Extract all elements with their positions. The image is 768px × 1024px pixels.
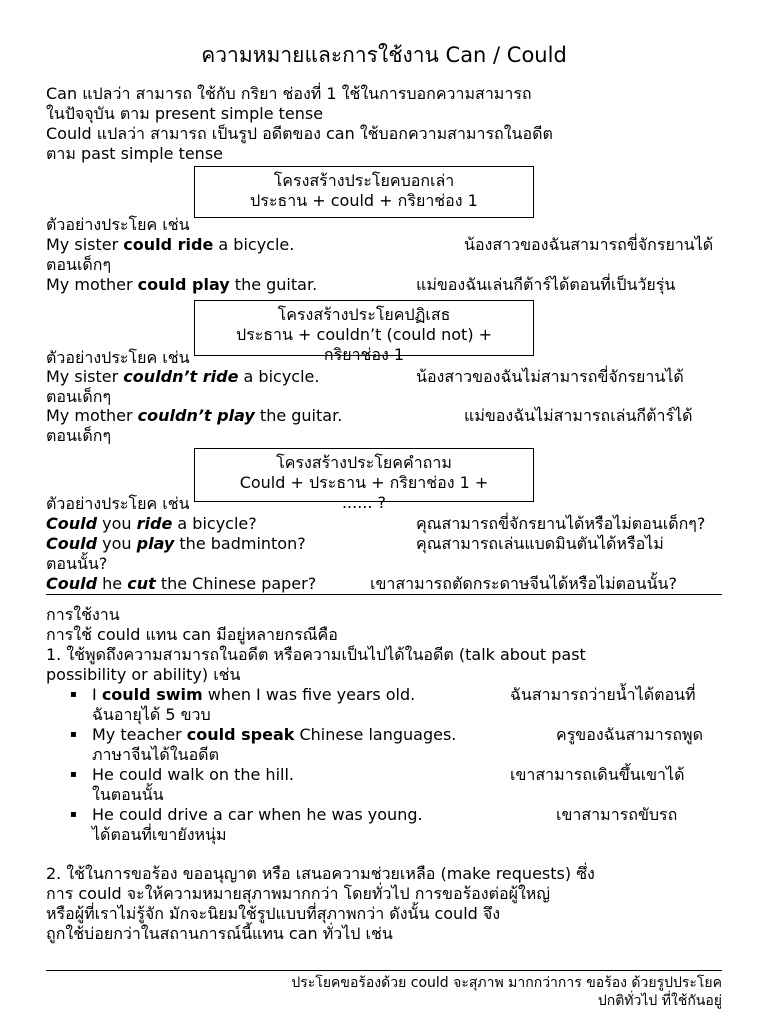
bullet-translation: เขาสามารถขับรถ	[556, 805, 678, 824]
bullet-icon: ▪	[70, 769, 77, 780]
box-formula: ประธาน + could + กริยาช่อง 1	[250, 191, 478, 210]
bullet-icon: ▪	[70, 729, 77, 740]
bullet-icon: ▪	[70, 809, 77, 820]
bullet-translation: ครูของฉันสามารถพูด	[556, 725, 703, 744]
example-translation: เขาสามารถตัดกระดาษจีนได้หรือไม่ตอนนั้น?	[370, 574, 677, 593]
example-sentence: My sister couldn’t ride a bicycle.	[46, 367, 320, 386]
footer-divider	[46, 970, 722, 971]
box-heading: โครงสร้างประโยคปฏิเสธ	[277, 305, 451, 324]
page-title: ความหมายและการใช้งาน Can / Could	[201, 43, 567, 67]
bullet-translation: เขาสามารถเดินขึ้นเขาได้	[510, 765, 685, 784]
usage-point-1: 1. ใช้พูดถึงความสามารถในอดีต หรือความเป็นไปได้ในอดีต (talk about past	[46, 645, 586, 664]
box-heading: โครงสร้างประโยคคำถาม	[276, 453, 452, 472]
example-translation-cont: ตอนเด็กๆ	[46, 387, 112, 406]
example-question: Could he cut the Chinese paper?	[46, 574, 317, 593]
footer-note: ประโยคขอร้องด้วย could จะสุภาพ มากกว่าการ ขอร้อง ด้วยรูปประโยค	[291, 975, 722, 991]
footer-note-cont: ปกติทั่วไป ที่ใช้กันอยู่	[597, 993, 722, 1009]
example-question: Could you play the badminton?	[46, 534, 306, 553]
bullet-sentence: He could walk on the hill.	[92, 765, 294, 784]
example-translation: คุณสามารถเล่นแบดมินตันได้หรือไม่	[416, 534, 664, 553]
bullet-sentence: My teacher could speak Chinese languages.	[92, 725, 457, 744]
example-translation-cont: ตอนเด็กๆ	[46, 255, 112, 274]
usage-point-2: 2. ใช้ในการขอร้อง ขออนุญาต หรือ เสนอความช่วยเหลือ (make requests) ซึ่ง	[46, 864, 595, 883]
example-translation: แม่ของฉันไม่สามารถเล่นกีต้าร์ได้	[464, 406, 693, 425]
bullet-translation-cont: ได้ตอนที่เขายังหนุ่ม	[92, 825, 227, 844]
bullet-translation-cont: ฉันอายุได้ 5 ขวบ	[92, 705, 211, 724]
example-sentence: My sister could ride a bicycle.	[46, 235, 295, 254]
bullet-translation-cont: ภาษาจีนได้ในอดีต	[92, 745, 219, 764]
example-translation-cont: ตอนเด็กๆ	[46, 426, 112, 445]
bullet-translation: ฉันสามารถว่ายน้ำได้ตอนที่	[510, 685, 696, 704]
intro-could-line2: ตาม past simple tense	[46, 144, 223, 163]
usage-point-2-cont: หรือผู้ที่เราไม่รู้จัก มักจะนิยมใช้รูปแบบที่สุภาพกว่า ดังนั้น could จึง	[46, 904, 501, 923]
usage-point-2-cont: การ could จะให้ความหมายสุภาพมากกว่า โดยทั่วไป การขอร้องต่อผู้ใหญ่	[46, 884, 550, 903]
example-translation: คุณสามารถขี่จักรยานได้หรือไม่ตอนเด็กๆ?	[416, 514, 706, 533]
intro-can-line1: Can แปลว่า สามารถ ใช้กับ กริยา ช่องที่ 1 ใช้ในการบอกความสามารถ	[46, 84, 532, 103]
example-header: ตัวอย่างประโยค เช่น	[46, 494, 190, 513]
example-header: ตัวอย่างประโยค เช่น	[46, 215, 190, 234]
example-header: ตัวอย่างประโยค เช่น	[46, 348, 190, 367]
example-sentence: My mother could play the guitar.	[46, 275, 318, 294]
section-divider	[46, 594, 722, 595]
bullet-sentence: He could drive a car when he was young.	[92, 805, 423, 824]
example-sentence: My mother couldn’t play the guitar.	[46, 406, 343, 425]
example-translation: แม่ของฉันเล่นกีต้าร์ได้ตอนที่เป็นวัยรุ่น	[416, 275, 676, 294]
box-formula: ประธาน + couldn’t (could not) +	[235, 325, 493, 344]
intro-could-line1: Could แปลว่า สามารถ เป็นรูป อดีตของ can ใช้บอกความสามารถในอดีต	[46, 124, 553, 143]
usage-heading: การใช้งาน	[46, 605, 120, 624]
negative-structure-box	[194, 300, 534, 364]
bullet-icon: ▪	[70, 689, 77, 700]
box-heading: โครงสร้างประโยคบอกเล่า	[273, 171, 455, 190]
box-formula-cont: ...... ?	[341, 493, 387, 512]
example-translation: น้องสาวของฉันไม่สามารถขี่จักรยานได้	[416, 367, 684, 386]
usage-point-1-cont: possibility or ability) เช่น	[46, 665, 241, 684]
example-translation: น้องสาวของฉันสามารถขี่จักรยานได้	[464, 235, 714, 254]
example-translation-cont: ตอนนั้น?	[46, 554, 108, 573]
usage-point-2-cont: ถูกใช้บ่อยกว่าในสถานการณ์นี้แทน can ทั่วไป เช่น	[46, 924, 393, 943]
bullet-sentence: I could swim when I was five years old.	[92, 685, 416, 704]
usage-intro: การใช้ could แทน can มีอยู่หลายกรณีคือ	[46, 625, 338, 644]
affirmative-structure-box	[194, 166, 534, 218]
bullet-translation-cont: ในตอนนั้น	[92, 785, 164, 804]
box-formula-cont: กริยาช่อง 1	[323, 345, 405, 364]
box-formula: Could + ประธาน + กริยาช่อง 1 +	[239, 473, 489, 492]
example-question: Could you ride a bicycle?	[46, 514, 257, 533]
question-structure-box	[194, 448, 534, 512]
intro-can-line2: ในปัจจุบัน ตาม present simple tense	[46, 104, 324, 123]
